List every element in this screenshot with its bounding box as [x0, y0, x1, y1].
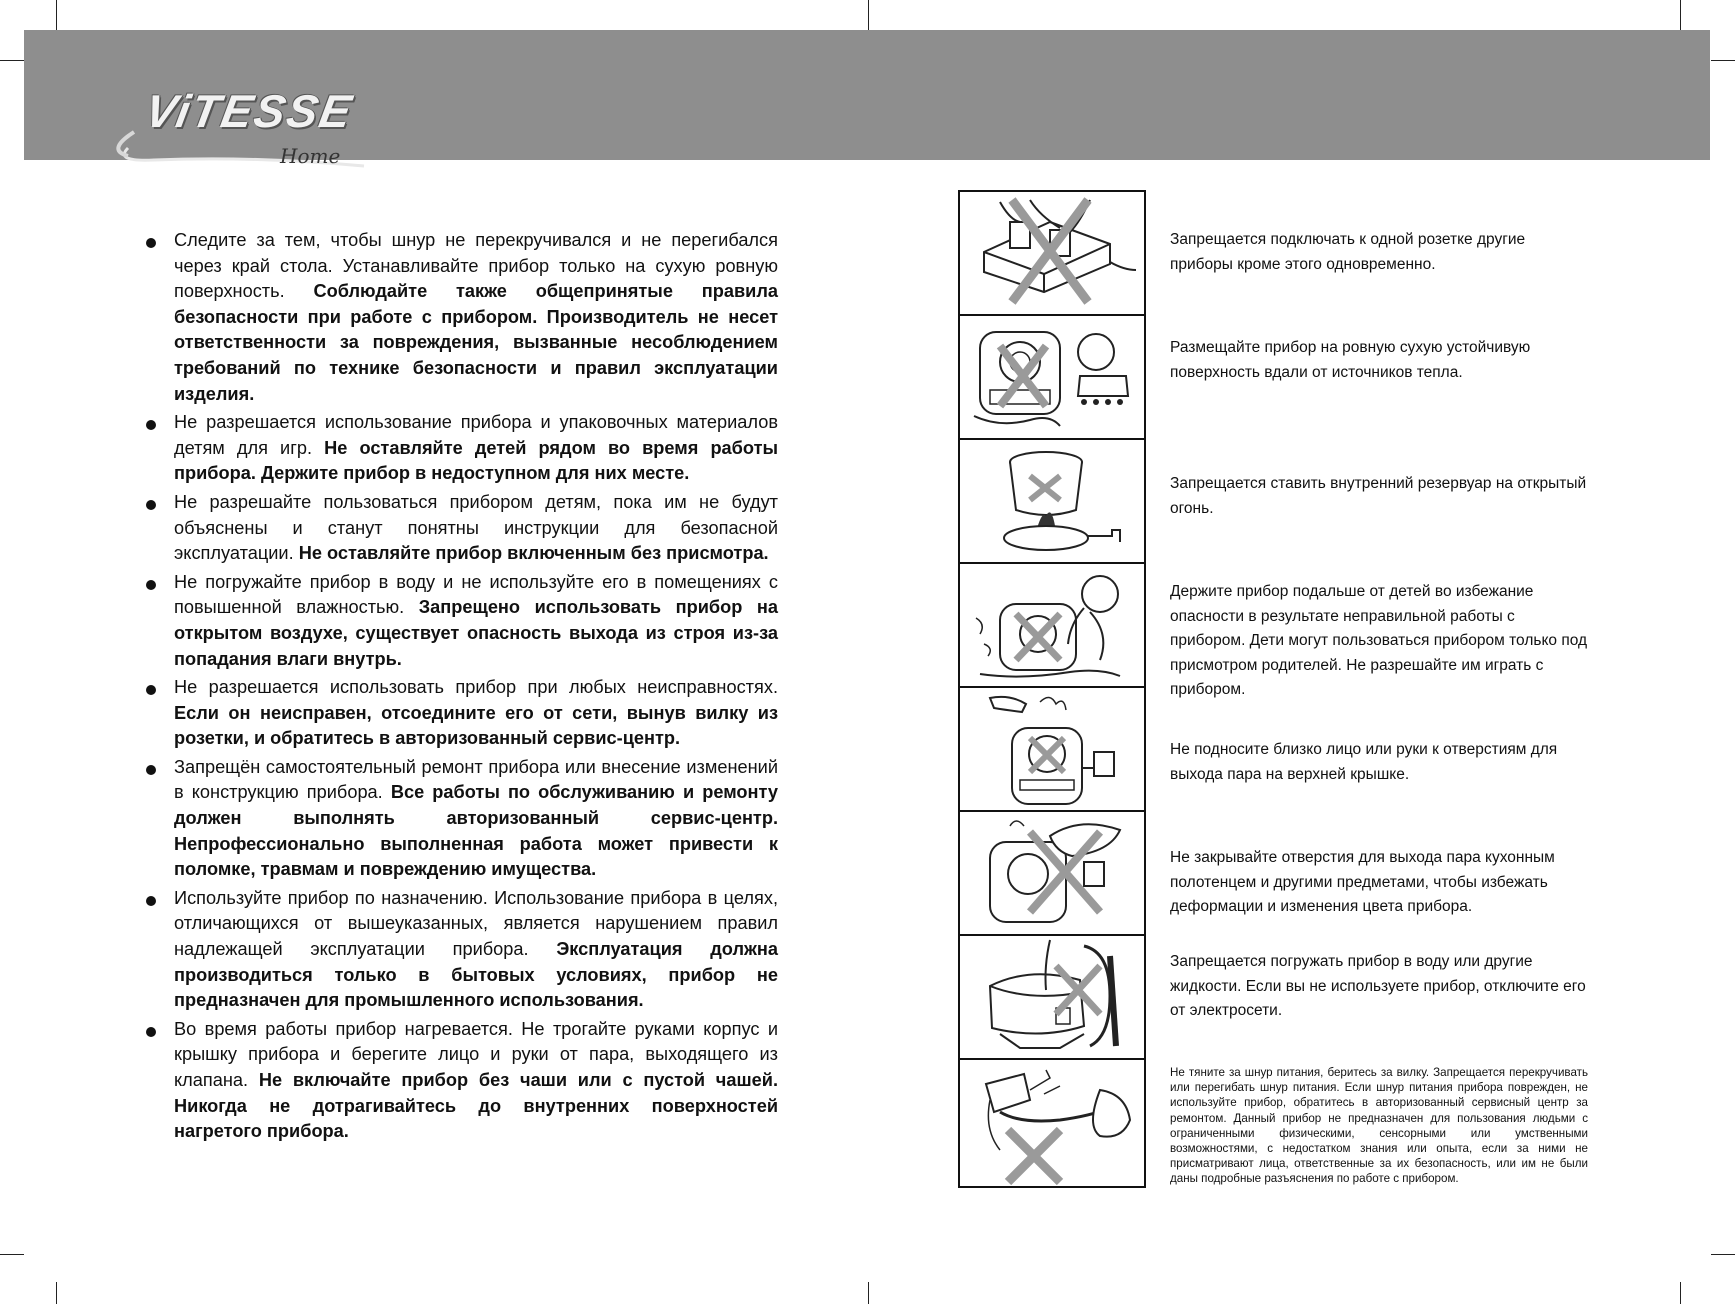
brand-sub: Home	[280, 144, 341, 168]
bullet-text: Не погружайте прибор в воду и не используйте его в помещениях с повышенной влажностью.	[174, 571, 778, 618]
bullet-bold-text: Все работы по обслуживанию и ремонту должен выполнять авторизованный сервис-центр. Непрофессионально выполненная работа может привести к поломке, травмам и повреждению имущества.	[174, 782, 778, 880]
crop-mark	[868, 1282, 869, 1304]
crop-mark	[56, 1282, 57, 1304]
bullet-bold-text: Если он неисправен, отсоедините его от сети, вынув вилку из розетки, и обратитесь в авторизованный сервис-центр.	[174, 702, 778, 749]
crop-mark	[1711, 1254, 1735, 1255]
bullet-icon	[146, 765, 156, 775]
heat-source-icon	[960, 314, 1144, 440]
water-immersion-icon	[960, 934, 1144, 1060]
crop-mark	[868, 0, 869, 32]
list-item	[146, 1017, 778, 1145]
list-item	[146, 755, 778, 883]
brand-name: ViTESSE	[141, 85, 358, 137]
pictogram-column	[958, 190, 1146, 1188]
bullet-icon	[146, 896, 156, 906]
towel-cover-icon	[960, 810, 1144, 936]
bullet-bold-text: Соблюдайте также общепринятые правила безопасности при работе с прибором. Производитель не несет ответственности за повреждения, вызванные несоблюдением требований по технике безопасности и правил эксплуатации изделия.	[174, 281, 778, 404]
bullet-icon	[146, 580, 156, 590]
rule-text: Размещайте прибор на ровную сухую устойчивую поверхность вдали от источников тепла.	[1170, 339, 1531, 381]
list-item	[146, 570, 778, 672]
safety-bullet-list	[146, 228, 778, 1148]
open-flame-icon	[960, 438, 1144, 564]
bullet-icon	[146, 500, 156, 510]
crop-mark	[0, 1254, 24, 1255]
bullet-text: Не разрешается использовать прибор при любых неисправностях.	[174, 677, 778, 698]
bullet-icon	[146, 238, 156, 248]
bullet-text: Запрещён самостоятельный ремонт прибора или внесение изменений в конструкцию прибора.	[174, 756, 778, 803]
child-icon	[960, 562, 1144, 688]
bullet-icon	[146, 420, 156, 430]
bullet-icon	[146, 685, 156, 695]
rule-text: Запрещается подключать к одной розетке другие приборы кроме этого одновременно.	[1170, 231, 1526, 273]
rule-text: Не подносите близко лицо или руки к отверстиям для выхода пара на верхней крышке.	[1170, 741, 1558, 783]
bullet-bold-text: Запрещено использовать прибор на открытом воздухе, существует опасность выхода из строя из-за попадания влаги внутрь.	[174, 597, 778, 669]
bullet-bold-text: Не оставляйте прибор включенным без присмотра.	[298, 543, 769, 564]
crop-mark	[1711, 60, 1735, 61]
cord-pull-icon	[960, 1058, 1144, 1188]
bullet-text: Не разрешайте пользоваться прибором детям, пока им не будут объяснены и станут понятны инструкции для безопасной эксплуатации.	[174, 491, 778, 564]
brand-logo	[94, 70, 374, 180]
crop-mark	[1680, 1282, 1681, 1304]
rule-text-small: Не тяните за шнур питания, беритесь за вилку. Запрещается перекручивать или перегибать шнур питания. Если шнур питания прибора поврежден, не используйте прибор, обратитесь в авторизованный сервисный центр за ремонтом. Данный прибор не предназначен для пользования людьми с ограниченными физическими, сенсорными или умственными возможностями, с недостатком знания или опыта, если за ними не присматривают лица, ответственные за их безопасность, или им не были даны подробные разъяснения по работе с прибором.	[1170, 1066, 1588, 1186]
list-item	[146, 490, 778, 567]
crop-mark	[0, 60, 24, 61]
crop-mark	[56, 0, 57, 32]
crop-mark	[1680, 0, 1681, 32]
rule-text: Запрещается погружать прибор в воду или другие жидкости. Если вы не используете прибор, отключите его от электросети.	[1170, 953, 1586, 1019]
bullet-icon	[146, 1027, 156, 1037]
list-item	[146, 886, 778, 1014]
bullet-text: Не разрешается использование прибора и упаковочных материалов детям для игр.	[174, 412, 778, 458]
list-item	[146, 228, 778, 407]
header-band	[24, 30, 1710, 168]
list-item	[146, 410, 778, 487]
bullet-text: Во время работы прибор нагревается. Не трогайте руками корпус и крышку прибора и берегите лицо и руки от пара, выходящего из клапана.	[174, 1018, 778, 1090]
bullet-text: Следите за тем, чтобы шнур не перекручивался и не перегибался через край стола. Устанавливайте прибор только на сухую ровную поверхность.	[174, 230, 778, 302]
power-strip-icon	[960, 192, 1144, 314]
rule-text: Запрещается ставить внутренний резервуар на открытый огонь.	[1170, 475, 1587, 517]
bullet-bold-text: Эксплуатация должна производиться только в бытовых условиях, прибор не предназначен для промышленного использования.	[174, 939, 778, 1011]
bullet-bold-text: Не оставляйте детей рядом во время работы прибора. Держите прибор в недоступном для них месте.	[174, 437, 779, 484]
bullet-bold-text: Не включайте прибор без чаши или с пустой чашей. Никогда не дотрагивайтесь до внутренних поверхностей нагретого прибора.	[174, 1070, 778, 1142]
rule-text: Не закрывайте отверстия для выхода пара кухонным полотенцем и другими предметами, чтобы избежать деформации и изменения цвета прибора.	[1170, 849, 1555, 915]
list-item	[146, 675, 778, 752]
steam-hand-icon	[960, 686, 1144, 812]
rule-text: Держите прибор подальше от детей во избежание опасности в результате неправильной работы с прибором. Дети могут пользоваться прибором только под присмотром родителей. Не разрешайте им играть с прибором.	[1170, 583, 1588, 698]
bullet-text: Используйте прибор по назначению. Использование прибора в целях, отличающихся от вышеуказанных, является нарушением правил надлежащей эксплуатации прибора.	[174, 887, 778, 960]
